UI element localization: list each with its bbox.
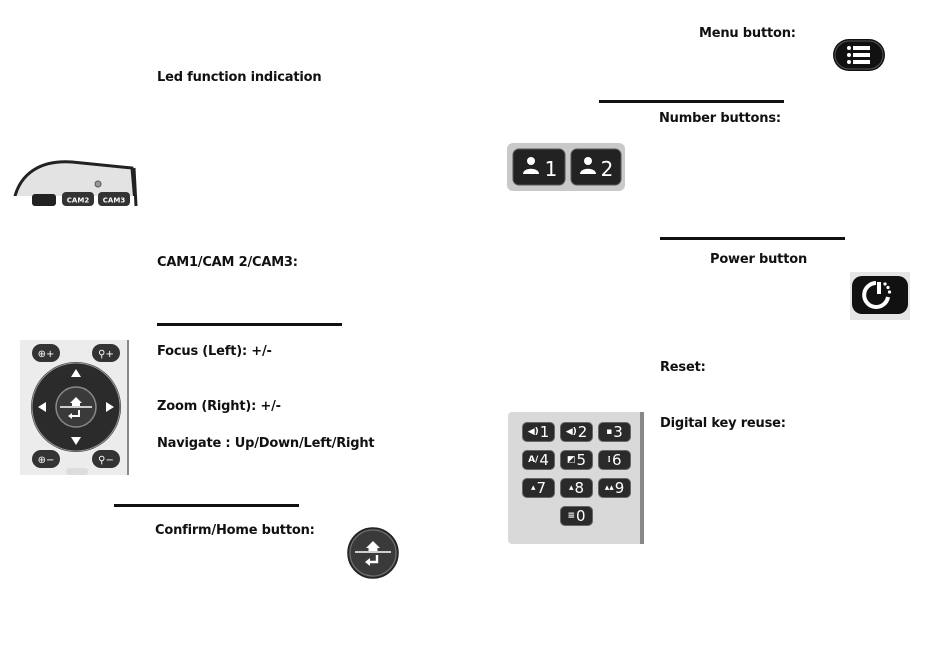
person-icon	[584, 157, 592, 165]
digital-key-reuse-heading: Digital key reuse:	[660, 416, 786, 431]
navigate-description: Navigate : Up/Down/Left/Right	[157, 436, 375, 451]
keypad-key-glyph: ≡	[567, 511, 575, 521]
number-key-2: 2	[600, 157, 614, 181]
power-button-heading: Power button	[710, 252, 807, 267]
keypad-key-1	[522, 422, 555, 442]
svg-text:⚲+: ⚲+	[98, 349, 114, 360]
number-key-1: 1	[544, 157, 558, 181]
keypad-key-5	[560, 450, 593, 470]
reset-heading: Reset:	[660, 360, 706, 375]
divider-rule	[660, 237, 845, 240]
zoom-description: Zoom (Right): +/-	[157, 399, 281, 414]
divider-rule	[599, 100, 784, 103]
keypad-key-glyph: ◀)	[527, 427, 539, 437]
divider-rule	[114, 504, 299, 507]
divider-rule	[157, 323, 342, 326]
person-icon	[527, 157, 535, 165]
keypad-key-digit: 2	[577, 423, 588, 441]
confirm-home-heading: Confirm/Home button:	[155, 523, 315, 538]
remote-cam-image	[12, 158, 138, 216]
cam-heading: CAM1/CAM 2/CAM3:	[157, 255, 298, 270]
keypad-key-9	[598, 478, 631, 498]
keypad-key-digit: 0	[576, 507, 586, 525]
number-buttons-heading: Number buttons:	[659, 111, 781, 126]
svg-text:⊕+: ⊕+	[37, 349, 55, 360]
keypad-key-digit: 5	[576, 451, 587, 469]
keypad-key-glyph: ▴	[568, 483, 574, 493]
keypad-key-digit: 7	[536, 479, 547, 497]
cam2-key-label: CAM2	[66, 196, 90, 205]
keypad-image	[508, 412, 644, 544]
keypad-key-glyph: ◀)	[565, 427, 577, 437]
keypad-key-digit: 3	[613, 423, 623, 441]
focus-description: Focus (Left): +/-	[157, 344, 272, 359]
keypad-key-glyph: ▪	[606, 427, 613, 437]
keypad-key-2	[560, 422, 593, 442]
keypad-key-3	[598, 422, 631, 442]
cam3-key-label: CAM3	[102, 196, 126, 205]
keypad-key-digit: 6	[611, 451, 622, 469]
power-icon	[850, 272, 910, 320]
keypad-key-4	[522, 450, 555, 470]
keypad-key-7	[522, 478, 555, 498]
nav-pad-image	[20, 340, 132, 475]
menu-list-icon	[832, 38, 886, 72]
keypad-key-8	[560, 478, 593, 498]
keypad-key-digit: 4	[539, 451, 549, 469]
svg-text:⊕−: ⊕−	[37, 455, 55, 466]
keypad-key-glyph: ⁞	[607, 455, 611, 465]
keypad-key-glyph: ◩	[566, 455, 576, 465]
keypad-key-digit: 9	[614, 479, 625, 497]
keypad-key-glyph: ▴	[530, 483, 536, 493]
keypad-key-glyph: A/	[528, 455, 539, 465]
led-function-heading: Led function indication	[157, 70, 322, 85]
number-keys-image	[507, 143, 625, 191]
svg-text:⚲−: ⚲−	[98, 455, 114, 466]
keypad-key-6	[598, 450, 631, 470]
home-enter-icon	[346, 527, 400, 581]
menu-button-heading: Menu button:	[699, 26, 796, 41]
keypad-key-digit: 8	[574, 479, 585, 497]
keypad-key-0	[560, 506, 593, 526]
keypad-key-glyph: ▴▴	[604, 483, 614, 493]
keypad-key-digit: 1	[539, 423, 550, 441]
